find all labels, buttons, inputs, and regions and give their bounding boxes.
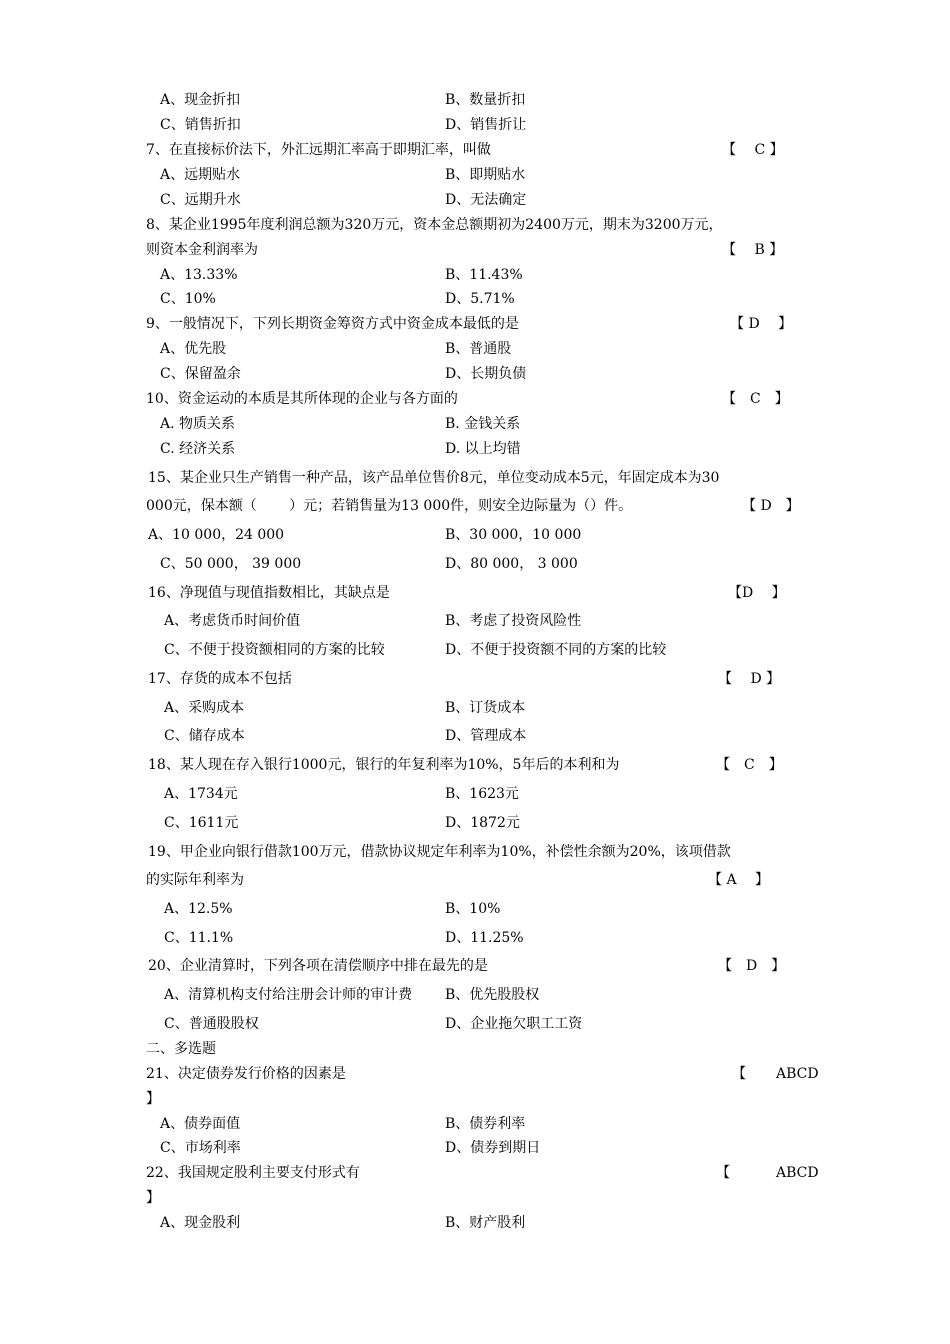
- answer-value: ABCD: [776, 1165, 819, 1181]
- option-row: [0, 984, 950, 1006]
- answer: 【 C 】: [722, 391, 789, 407]
- option-b: B、数量折扣: [445, 92, 526, 108]
- option-c: C. 经济关系: [160, 441, 236, 457]
- question-8: [0, 214, 950, 236]
- question-7: [0, 139, 950, 161]
- question-18: [0, 754, 950, 776]
- option-c: C、销售折扣: [160, 117, 241, 133]
- question-22: [0, 1162, 950, 1184]
- question-21: [0, 1063, 950, 1085]
- option-row: [0, 264, 950, 286]
- answer: 【 B 】: [722, 242, 784, 258]
- question-17: [0, 668, 950, 690]
- question-text: 21、决定债券发行价格的因素是: [146, 1066, 346, 1082]
- option-row: [0, 610, 950, 632]
- option-d: D、1872元: [445, 815, 520, 831]
- question-8-line2: [0, 239, 950, 261]
- option-row: [0, 639, 950, 661]
- option-c: C、11.1%: [164, 930, 234, 946]
- option-d: D、债券到期日: [445, 1140, 541, 1156]
- option-d: D、11.25%: [445, 930, 524, 946]
- option-a: A、采购成本: [164, 700, 245, 716]
- question-text: 17、存货的成本不包括: [148, 671, 292, 687]
- option-b: B、11.43%: [445, 267, 523, 283]
- option-d: D. 以上均错: [445, 441, 521, 457]
- answer-open-bracket: 【: [716, 1165, 730, 1181]
- option-row: [0, 812, 950, 834]
- option-d: D、长期负债: [445, 366, 527, 382]
- option-d: D、企业拖欠职工工资: [445, 1016, 583, 1032]
- question-text: 22、我国规定股利主要支付形式有: [146, 1165, 360, 1181]
- option-a: A、13.33%: [160, 267, 238, 283]
- option-b: B、订货成本: [445, 700, 526, 716]
- question-text: 则资本金利润率为: [146, 242, 258, 258]
- option-b: B、10%: [445, 901, 501, 917]
- option-b: B、普通股: [445, 341, 512, 357]
- answer: 【 A 】: [708, 872, 770, 888]
- answer-close-bracket: 】: [146, 1190, 160, 1206]
- option-a: A、优先股: [160, 341, 227, 357]
- question-text: 的实际年利率为: [146, 872, 244, 888]
- question-15-line2: [0, 495, 950, 517]
- option-a: A、现金股利: [160, 1215, 241, 1231]
- question-20: [0, 955, 950, 977]
- option-c: C、不便于投资额相同的方案的比较: [164, 642, 385, 658]
- question-10: [0, 388, 950, 410]
- option-d: D、80 000， 3 000: [445, 556, 578, 572]
- question-text: 9、一般情况下，下列长期资金筹资方式中资金成本最低的是: [146, 316, 519, 332]
- question-text: 19、甲企业向银行借款100万元，借款协议规定年利率为10%，补偿性余额为20%，该项借款: [148, 844, 731, 860]
- option-d: D、销售折让: [445, 117, 527, 133]
- option-d: D、管理成本: [445, 728, 527, 744]
- option-row: [0, 1013, 950, 1035]
- option-row: [0, 189, 950, 211]
- option-a: A、1734元: [164, 786, 238, 802]
- option-b: B、即期贴水: [445, 167, 526, 183]
- option-row: [0, 438, 950, 460]
- option-c: C、10%: [160, 291, 216, 307]
- option-row: [0, 927, 950, 949]
- option-b: B、债券利率: [445, 1116, 526, 1132]
- option-row: [0, 413, 950, 435]
- option-row: [0, 553, 950, 575]
- question-19: [0, 841, 950, 863]
- answer: 【 D 】: [718, 958, 786, 974]
- option-a: A、10 000，24 000: [148, 527, 285, 543]
- question-text: 7、在直接标价法下，外汇远期汇率高于即期汇率，叫做: [146, 142, 491, 158]
- option-row: [0, 725, 950, 747]
- option-d: D、5.71%: [445, 291, 515, 307]
- answer-open-bracket: 【: [732, 1066, 746, 1082]
- option-b: B、1623元: [445, 786, 519, 802]
- option-b: B、考虑了投资风险性: [445, 613, 582, 629]
- question-22-bracket: [0, 1187, 950, 1209]
- section-title: 二、多选题: [146, 1041, 216, 1057]
- answer: 【 D 】: [718, 671, 781, 687]
- question-text: 15、某企业只生产销售一种产品，该产品单位售价8元，单位变动成本5元，年固定成本为30: [148, 470, 720, 486]
- option-row: [0, 898, 950, 920]
- option-d: D、不便于投资额不同的方案的比较: [445, 642, 667, 658]
- option-row: [0, 1137, 950, 1159]
- option-b: B、30 000，10 000: [445, 527, 582, 543]
- option-c: C、远期升水: [160, 192, 241, 208]
- option-row: [0, 288, 950, 310]
- option-c: C、普通股股权: [164, 1016, 259, 1032]
- option-row: [0, 1113, 950, 1135]
- section-heading: [0, 1038, 950, 1060]
- option-a: A. 物质关系: [160, 416, 236, 432]
- answer: 【D 】: [728, 585, 786, 601]
- question-text: 000元，保本额（ ）元；若销售量为13 000件，则安全边际量为（）件。: [146, 498, 633, 514]
- option-b: B、财产股利: [445, 1215, 526, 1231]
- option-row: [0, 114, 950, 136]
- option-a: A、考虑货币时间价值: [164, 613, 301, 629]
- question-15: [0, 467, 950, 489]
- option-row: [0, 363, 950, 385]
- answer-value: ABCD: [776, 1066, 819, 1082]
- question-21-bracket: [0, 1088, 950, 1110]
- answer-close-bracket: 】: [146, 1091, 160, 1107]
- option-c: C、储存成本: [164, 728, 245, 744]
- question-19-line2: [0, 869, 950, 891]
- option-a: A、12.5%: [164, 901, 233, 917]
- question-text: 8、某企业1995年度利润总额为320万元，资本金总额期初为2400万元，期末为3200万元，: [146, 217, 723, 233]
- answer: 【 D 】: [742, 498, 800, 514]
- question-text: 16、净现值与现值指数相比，其缺点是: [148, 585, 390, 601]
- question-text: 18、某人现在存入银行1000元，银行的年复利率为10%，5年后的本利和为: [148, 757, 620, 773]
- option-row: [0, 89, 950, 111]
- option-a: A、现金折扣: [160, 92, 241, 108]
- question-9: [0, 313, 950, 335]
- answer: 【 D 】: [730, 316, 793, 332]
- option-b: B. 金钱关系: [445, 416, 521, 432]
- option-c: C、市场利率: [160, 1140, 241, 1156]
- option-a: A、清算机构支付给注册会计师的审计费: [164, 987, 413, 1003]
- option-a: A、远期贴水: [160, 167, 241, 183]
- option-row: [0, 524, 950, 546]
- option-row: [0, 338, 950, 360]
- option-a: A、债券面值: [160, 1116, 241, 1132]
- option-c: C、50 000， 39 000: [160, 556, 302, 572]
- option-row: [0, 1212, 950, 1234]
- question-text: 20、企业清算时，下列各项在清偿顺序中排在最先的是: [148, 958, 488, 974]
- question-16: [0, 582, 950, 604]
- answer: 【 C 】: [722, 142, 784, 158]
- option-c: C、1611元: [164, 815, 239, 831]
- question-text: 10、资金运动的本质是其所体现的企业与各方面的: [146, 391, 458, 407]
- option-row: [0, 783, 950, 805]
- option-row: [0, 164, 950, 186]
- option-c: C、保留盈余: [160, 366, 241, 382]
- option-b: B、优先股股权: [445, 987, 540, 1003]
- option-d: D、无法确定: [445, 192, 527, 208]
- answer: 【 C 】: [716, 757, 783, 773]
- option-row: [0, 697, 950, 719]
